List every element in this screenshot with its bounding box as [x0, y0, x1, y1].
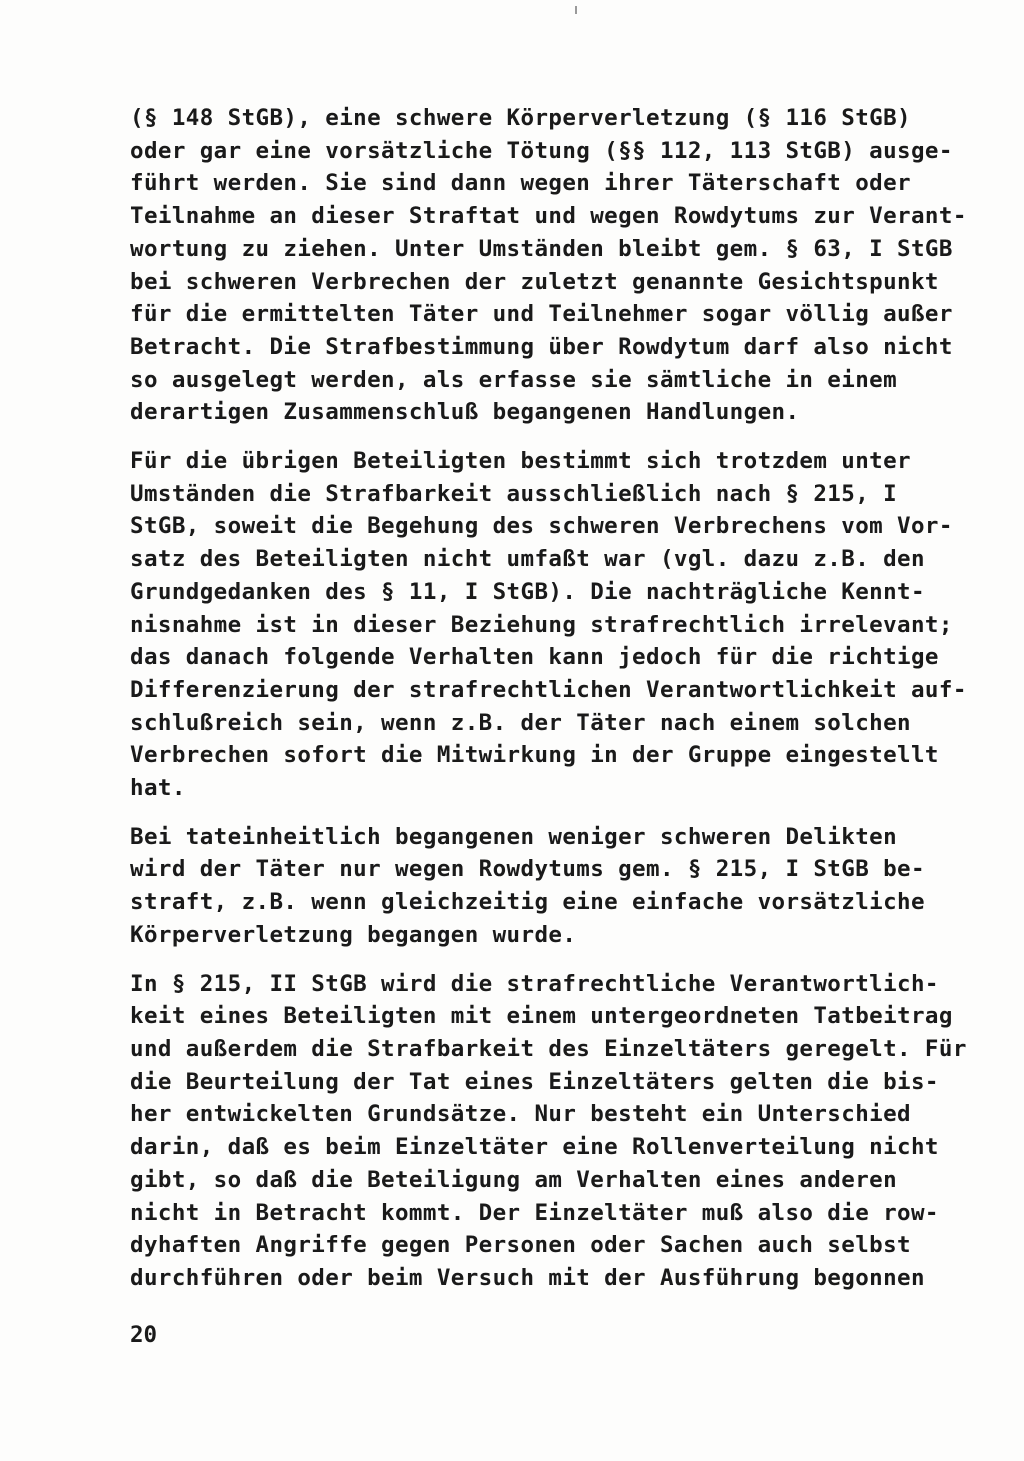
text-line: durchführen oder beim Versuch mit der Ausführung begonnen [130, 1264, 925, 1291]
text-line: In § 215, II StGB wird die strafrechtliche Verantwortlich- [130, 970, 939, 997]
text-line: derartigen Zusammenschluß begangenen Handlungen. [130, 399, 800, 426]
paragraph-1 [130, 102, 967, 429]
text-line: keit eines Beteiligten mit einem untergeordneten Tatbeitrag [130, 1003, 953, 1030]
text-line: und außerdem die Strafbarkeit des Einzeltäters geregelt. Für [130, 1035, 967, 1062]
paragraph-3 [130, 821, 930, 952]
text-line: Betracht. Die Strafbestimmung über Rowdytum darf also nicht [130, 333, 953, 360]
text-line: bei schweren Verbrechen der zuletzt genannte Gesichtspunkt [130, 268, 939, 295]
text-line: StGB, soweit die Begehung des schweren Verbrechens vom Vor- [130, 513, 953, 540]
text-line: Körperverletzung begangen wurde. [130, 921, 577, 948]
text-line: gibt, so daß die Beteiligung am Verhalten eines anderen [130, 1166, 898, 1193]
text-line: Für die übrigen Beteiligten bestimmt sich trotzdem unter [130, 448, 911, 475]
text-line: das danach folgende Verhalten kann jedoch für die richtige [130, 644, 939, 671]
text-line: Differenzierung der strafrechtlichen Verantwortlichkeit auf- [130, 676, 967, 703]
text-line: darin, daß es beim Einzeltäter eine Rollenverteilung nicht [130, 1134, 939, 1161]
text-line: Umständen die Strafbarkeit ausschließlich nach § 215, I [130, 480, 898, 507]
text-line: Teilnahme an dieser Straftat und wegen Rowdytums zur Verant- [130, 203, 967, 230]
text-line: dyhaften Angriffe gegen Personen oder Sachen auch selbst [130, 1232, 911, 1259]
text-line: schlußreich sein, wenn z.B. der Täter nach einem solchen [130, 709, 911, 736]
paragraph-4 [130, 968, 967, 1295]
text-line: Bei tateinheitlich begangenen weniger schweren Delikten [130, 823, 898, 850]
text-line: Verbrechen sofort die Mitwirkung in der Gruppe eingestellt [130, 742, 939, 769]
text-line: her entwickelten Grundsätze. Nur besteht ein Unterschied [130, 1101, 911, 1128]
text-line: (§ 148 StGB), eine schwere Körperverletzung (§ 116 StGB) [130, 105, 911, 131]
text-line: nisnahme ist in dieser Beziehung strafrechtlich irrelevant; [130, 611, 953, 638]
text-line: führt werden. Sie sind dann wegen ihrer Täterschaft oder [130, 170, 911, 197]
paragraph-2 [130, 445, 967, 805]
text-line: nicht in Betracht kommt. Der Einzeltäter muß also die row- [130, 1199, 939, 1226]
text-line: so ausgelegt werden, als erfasse sie sämtliche in einem [130, 366, 898, 393]
text-line: die Beurteilung der Tat eines Einzeltäters gelten die bis- [130, 1068, 939, 1095]
page-number: 20 [130, 1322, 158, 1348]
text-line: für die ermittelten Täter und Teilnehmer sogar völlig außer [130, 301, 953, 328]
text-line: satz des Beteiligten nicht umfaßt war (vgl. dazu z.B. den [130, 546, 925, 573]
text-line: straft, z.B. wenn gleichzeitig eine einfache vorsätzliche [130, 889, 925, 916]
text-line: wird der Täter nur wegen Rowdytums gem. § 215, I StGB be- [130, 856, 925, 883]
text-line: wortung zu ziehen. Unter Umständen bleibt gem. § 63, I StGB [130, 235, 953, 262]
text-line: oder gar eine vorsätzliche Tötung (§§ 112, 113 StGB) ausge- [130, 137, 953, 164]
text-line: hat. [130, 775, 186, 802]
body-text [130, 102, 967, 1311]
text-line: Grundgedanken des § 11, I StGB). Die nachträgliche Kennt- [130, 578, 925, 605]
scan-speck [575, 6, 577, 14]
